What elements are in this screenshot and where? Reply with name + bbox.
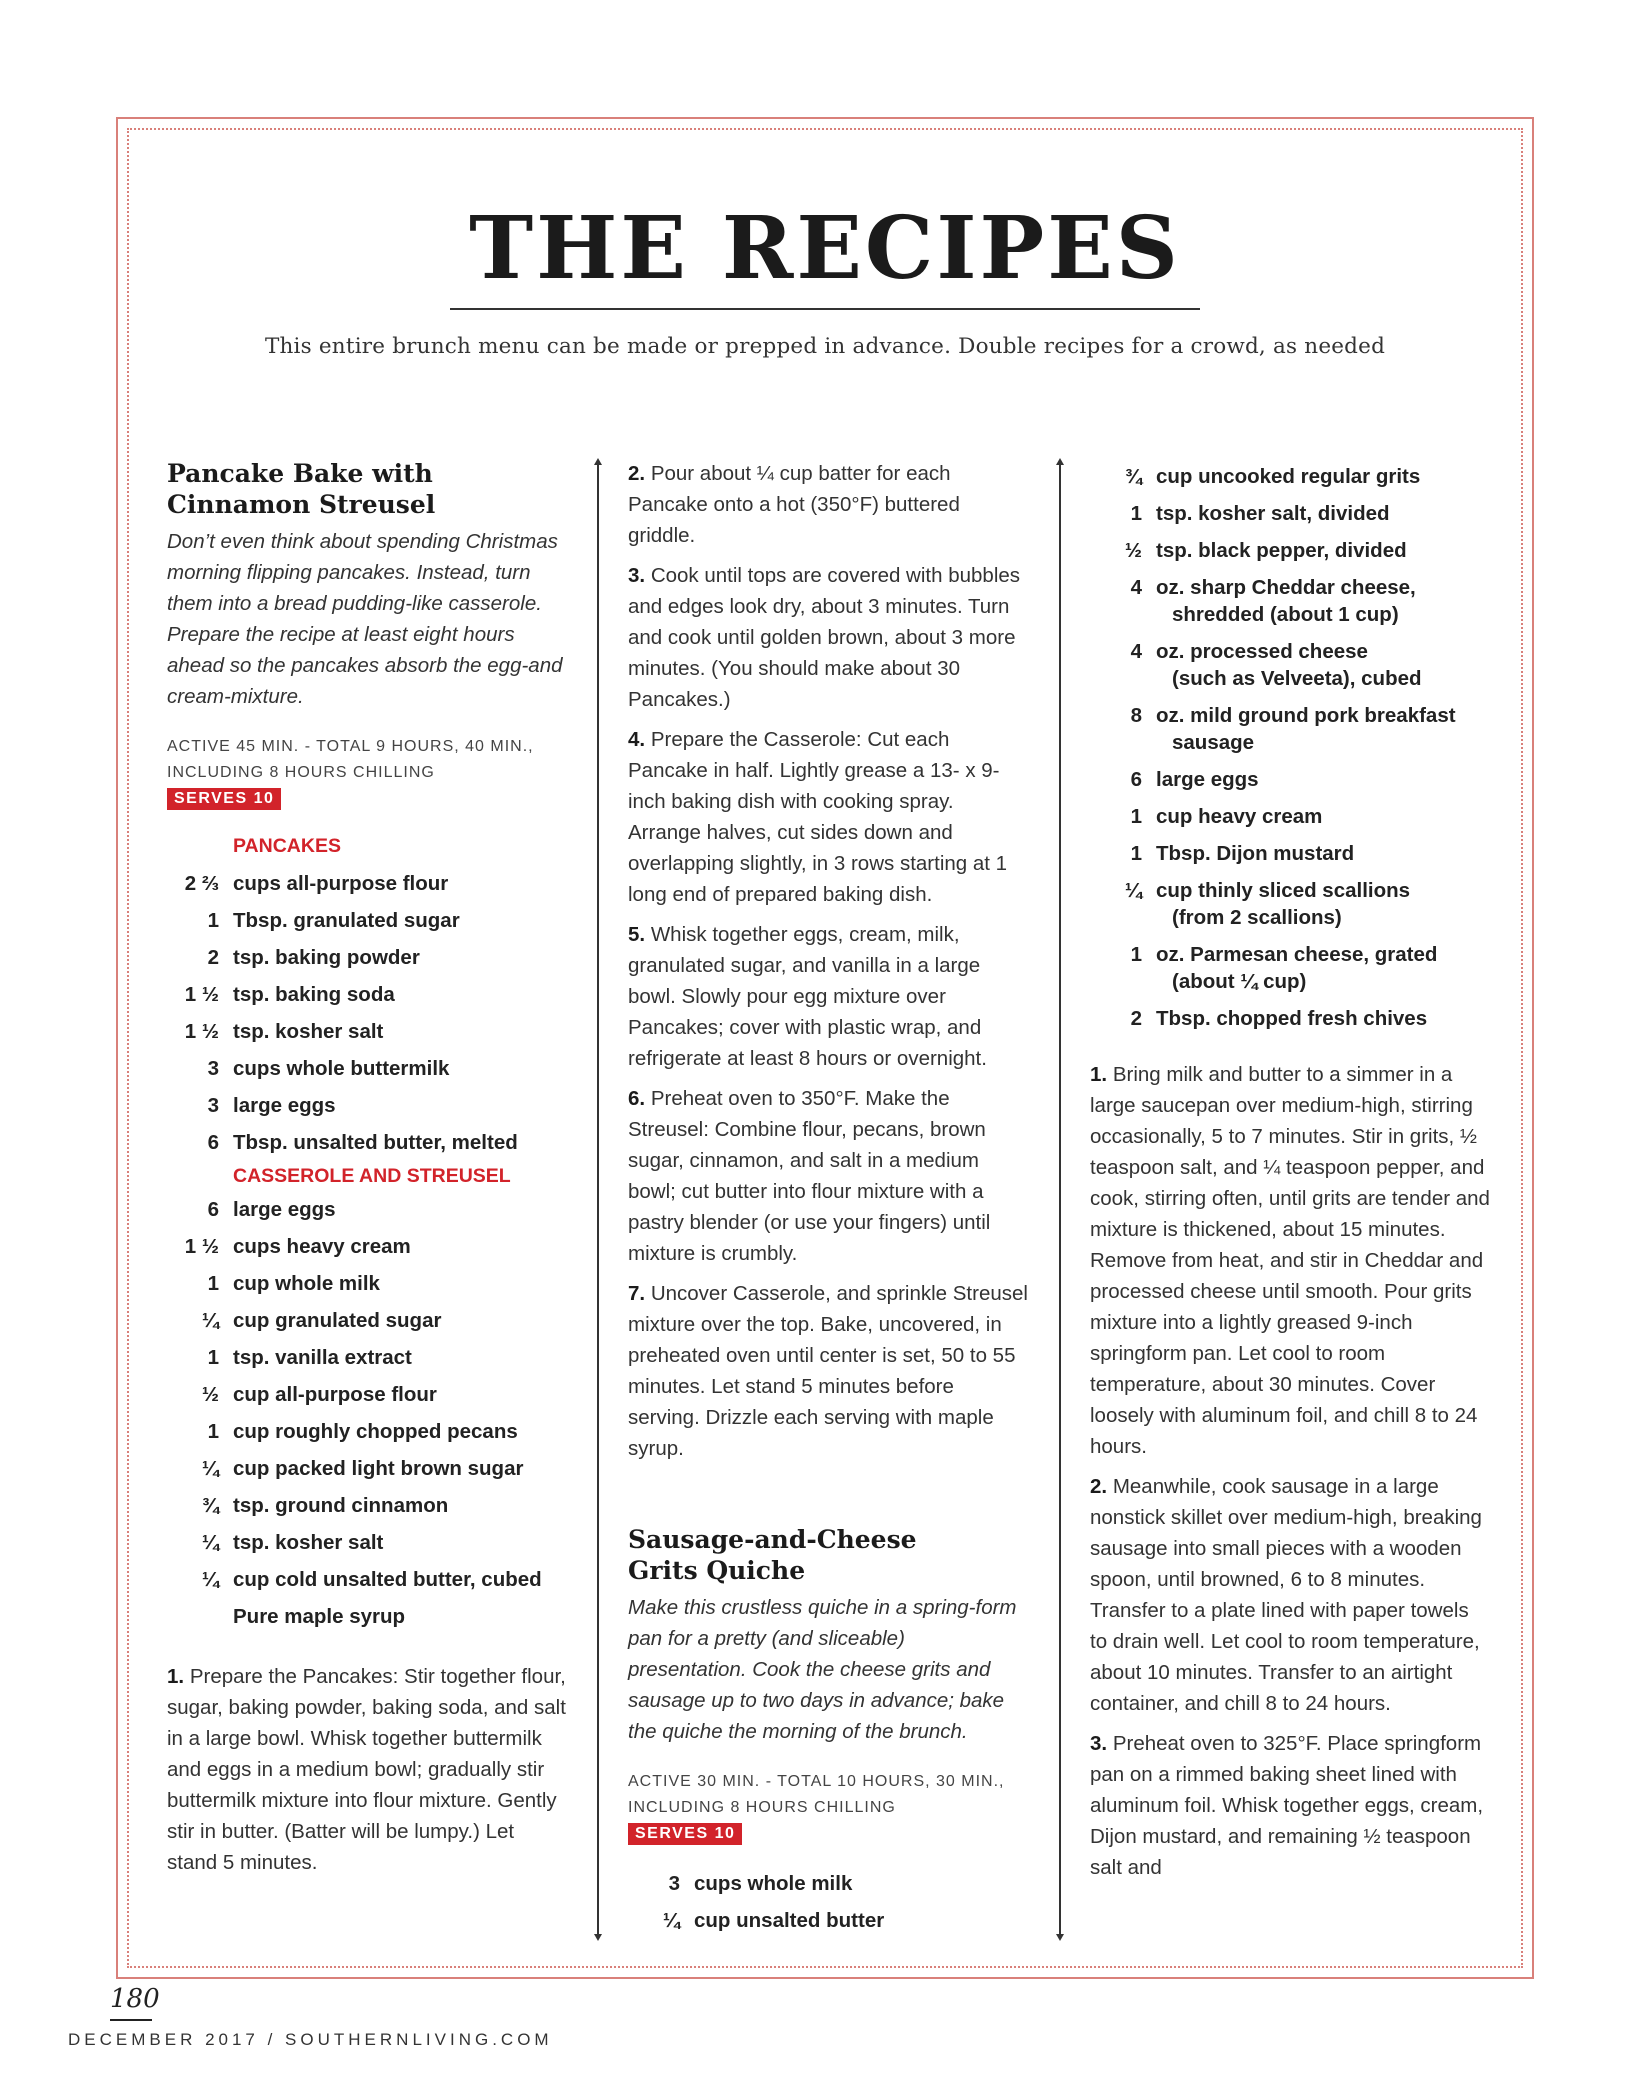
recipe-1-step-4 [628,724,1028,910]
recipe-2-step-3 [1090,1728,1490,1883]
ingredient-row [1090,633,1490,697]
ingredient-list-pancakes [167,865,567,1161]
ingredient-quantity: 1 [207,909,219,932]
ingredient-item [219,870,448,897]
ingredient-quantity: 2 [207,946,219,969]
ingredient-quantity: 1 ½ [184,983,219,1006]
recipe-2-title [628,1524,1028,1586]
recipe-1-step-5 [628,919,1028,1074]
ingredient-text: Tbsp. granulated sugar [233,909,460,932]
ingredient-text-continued: (such as Velveeta), cubed [1172,667,1422,690]
recipe-2-serves-badge: SERVES 10 [628,1823,742,1845]
step-text: Bring milk and butter to a simmer in a large saucepan over medium-high, stirring occasionally, 5 to 7 minutes. Stir in grits, ½ teaspoon salt, and ¼ teaspoon pepper, and cook, stirring often, until grits are tender and mixture is thickened, about 15 minutes. Remove from heat, and stir in Cheddar and processed cheese until smooth. Pour grits mixture into a lightly greased 9-inch springform pan. Let cool to room temperature, about 30 minutes. Cover loosely with aluminum foil, and chill 8 to 24 hours. [1090,1063,1490,1458]
recipe-1-step-7 [628,1278,1028,1464]
recipe-1-steps-col-1 [167,1661,567,1878]
ingredient-row [1090,569,1490,633]
ingredient-row [167,1524,567,1561]
ingredient-text: tsp. kosher salt [233,1531,384,1554]
step-number: 1. [1090,1063,1108,1086]
recipe-1-step-2 [628,458,1028,551]
ingredient-row [628,1902,1028,1939]
recipe-2-ingredients-part-2 [1090,458,1490,1037]
ingredient-item [1142,638,1422,692]
recipe-2-time-line-1: ACTIVE 30 MIN. - TOTAL 10 HOURS, 30 MIN., [628,1773,1005,1790]
ingredient-quantity: 3 [668,1872,680,1895]
recipe-1-title-line-2: Cinnamon Streusel [167,490,436,519]
recipe-1-time-line-1: ACTIVE 45 MIN. - TOTAL 9 HOURS, 40 MIN., [167,738,534,755]
footer-credit: DECEMBER 2017 / SOUTHERNLIVING.COM [68,2030,553,2049]
ingredient-row [167,1265,567,1302]
step-number: 7. [628,1282,646,1305]
ingredient-row [167,865,567,902]
ingredient-item [219,1307,441,1334]
ingredient-text: cup whole milk [233,1272,380,1295]
ingredient-text: large eggs [1156,768,1259,791]
section-heading-pancakes: PANCAKES [233,835,341,857]
ingredient-item [1142,941,1437,995]
recipe-2-steps [1090,1059,1490,1883]
ingredient-text: tsp. black pepper, divided [1156,539,1407,562]
ingredient-quantity: 1 [1130,943,1142,966]
ingredient-row [1090,872,1490,936]
step-number: 4. [628,728,646,751]
ingredient-row [167,1561,567,1598]
recipe-1-time-line-2: INCLUDING 8 HOURS CHILLING [167,764,435,781]
ingredient-row [167,1087,567,1124]
column-3 [1090,458,1490,1892]
ingredient-item [219,1129,518,1156]
ingredient-row [628,1865,1028,1902]
ingredient-text: Tbsp. chopped fresh chives [1156,1007,1428,1030]
ingredient-row [167,1124,567,1161]
step-number: 3. [1090,1732,1108,1755]
ingredient-text: cups whole buttermilk [233,1057,450,1080]
step-text: Meanwhile, cook sausage in a large nonstick skillet over medium-high, breaking sausage into small pieces with a wooden spoon, until browned, 6 to 8 minutes. Transfer to a plate lined with paper towels to drain well. Let cool to room temperature, about 10 minutes. Transfer to an airtight container, and chill 8 to 24 hours. [1090,1475,1482,1715]
ingredient-text: cup all-purpose flour [233,1383,437,1406]
ingredient-item [219,1055,449,1082]
ingredient-quantity: ¾ [201,1494,219,1517]
ingredient-text: tsp. kosher salt [233,1020,384,1043]
recipe-1-intro: Don’t even think about spending Christmas morning flipping pancakes. Instead, turn them into a bread pudding-like casserole. Prepare the recipe at least eight hours ahead so the pancakes absorb the egg-and cream-mixture. [167,530,563,708]
ingredient-quantity: 6 [1130,768,1142,791]
ingredient-quantity: 6 [207,1198,219,1221]
column-divider-1 [597,462,599,1937]
ingredient-text: tsp. vanilla extract [233,1346,412,1369]
page-number: 180 [110,1984,160,2014]
ingredient-row [167,1228,567,1265]
recipe-1-ingredients [167,828,567,1635]
recipe-2-header [628,1524,1028,1939]
step-text: Preheat oven to 350°F. Make the Streusel: Combine flour, pecans, brown sugar, cinnamon, and salt in a medium bowl; cut butter into flour mixture with a pastry blender (or use your fingers) until mixture is crumbly. [628,1087,991,1265]
ingredient-quantity: 1 ½ [184,1020,219,1043]
ingredient-quantity: 2 [1130,1007,1142,1030]
step-text: Pour about ¼ cup batter for each Pancake onto a hot (350°F) buttered griddle. [628,462,960,547]
step-number: 2. [628,462,646,485]
ingredient-item [1142,803,1322,830]
ingredient-row [1090,495,1490,532]
step-text: Prepare the Pancakes: Stir together flour, sugar, baking powder, baking soda, and salt in a large bowl. Whisk together buttermilk and eggs in a medium bowl; gradually stir buttermilk mixture into flour mixture. Gently stir in butter. (Batter will be lumpy.) Let stand 5 minutes. [167,1665,566,1874]
recipe-1-step-3 [628,560,1028,715]
ingredient-row [167,1598,567,1635]
ingredient-row [167,1450,567,1487]
ingredient-item [1142,500,1390,527]
recipe-2-intro: Make this crustless quiche in a spring-form pan for a pretty (and sliceable) presentation. Cook the cheese grits and sausage up to two days in advance; bake the quiche the morning of the brunch. [628,1596,1017,1743]
recipe-1-step-1 [167,1661,567,1878]
step-number: 3. [628,564,646,587]
recipe-2-step-2 [1090,1471,1490,1719]
ingredient-item [219,1018,383,1045]
ingredient-row [1090,798,1490,835]
ingredient-text: oz. sharp Cheddar cheese, [1156,576,1416,599]
page-title: THE RECIPES [469,198,1181,299]
recipe-2-title-line-1: Sausage-and-Cheese [628,1525,917,1554]
ingredient-quantity: 1 [1130,502,1142,525]
ingredient-row [167,939,567,976]
ingredient-text: cup thinly sliced scallions [1156,879,1411,902]
ingredient-text: cup uncooked regular grits [1156,465,1421,488]
recipe-2-ingredients-part-1 [628,1865,1028,1939]
ingredient-text: cup packed light brown sugar [233,1457,524,1480]
ingredient-item [219,944,420,971]
ingredient-quantity: ½ [1124,539,1142,562]
recipe-1-serves-badge: SERVES 10 [167,788,281,810]
ingredient-row [1090,697,1490,761]
ingredient-quantity: 4 [1130,576,1142,599]
ingredient-quantity: ¾ [1124,465,1142,488]
ingredient-quantity: ¼ [1124,879,1142,902]
ingredient-item [680,1907,884,1934]
ingredient-text: cups heavy cream [233,1235,411,1258]
ingredient-item [1142,702,1456,756]
ingredient-quantity: ½ [201,1383,219,1406]
recipe-1-title-line-1: Pancake Bake with [167,459,433,488]
ingredient-item [1142,463,1420,490]
recipe-1-step-6 [628,1083,1028,1269]
ingredient-row [1090,1000,1490,1037]
ingredient-row [167,902,567,939]
ingredient-text: cup roughly chopped pecans [233,1420,518,1443]
step-number: 1. [167,1665,185,1688]
page-number-rule [110,2019,152,2021]
page-subtitle: This entire brunch menu can be made or prepped in advance. Double recipes for a crowd, as needed [264,334,1386,359]
recipe-2-step-1 [1090,1059,1490,1462]
ingredient-item [219,1092,336,1119]
ingredient-item [1142,1005,1427,1032]
ingredient-item [219,981,395,1008]
column-1 [167,458,567,1887]
ingredient-item [1142,574,1416,628]
recipe-2-time [628,1769,1028,1821]
ingredient-text: tsp. kosher salt, divided [1156,502,1390,525]
step-number: 2. [1090,1475,1108,1498]
ingredient-row [167,1302,567,1339]
ingredient-text: cup cold unsalted butter, cubed [233,1568,542,1591]
ingredient-quantity: 8 [1130,704,1142,727]
ingredient-row [167,976,567,1013]
ingredient-quantity: ¼ [201,1309,219,1332]
ingredient-row [167,1339,567,1376]
section-heading-casserole: CASSEROLE AND STREUSEL [233,1165,511,1187]
ingredient-item [219,1233,411,1260]
recipe-2-title-line-2: Grits Quiche [628,1556,806,1585]
ingredient-quantity: 1 [207,1272,219,1295]
ingredient-text: oz. processed cheese [1156,640,1368,663]
ingredient-text: oz. mild ground pork breakfast [1156,704,1456,727]
ingredient-row [1090,761,1490,798]
ingredient-quantity: ¼ [662,1909,680,1932]
title-rule [450,308,1200,310]
ingredient-text-continued: sausage [1172,731,1255,754]
ingredient-item [219,1196,336,1223]
ingredient-text: cup unsalted butter [694,1909,885,1932]
step-text: Uncover Casserole, and sprinkle Streusel mixture over the top. Bake, uncovered, in preheated oven until center is set, 50 to 55 minutes. Let stand 5 minutes before serving. Drizzle each serving with maple syrup. [628,1282,1028,1460]
ingredient-row [167,1191,567,1228]
ingredient-item [1142,877,1410,931]
column-divider-2 [1059,462,1061,1937]
ingredient-text: large eggs [233,1094,336,1117]
ingredient-item [219,1270,380,1297]
ingredient-item [1142,840,1354,867]
ingredient-item [219,907,460,934]
ingredient-text: cups whole milk [694,1872,853,1895]
recipe-2-time-line-2: INCLUDING 8 HOURS CHILLING [628,1799,896,1816]
ingredient-row [167,1487,567,1524]
ingredient-quantity: ¼ [201,1457,219,1480]
step-text: Preheat oven to 325°F. Place springform pan on a rimmed baking sheet lined with aluminum foil. Whisk together eggs, cream, Dijon mustard, and remaining ½ teaspoon salt and [1090,1732,1484,1879]
step-number: 6. [628,1087,646,1110]
ingredient-text: large eggs [233,1198,336,1221]
ingredient-quantity: 3 [207,1094,219,1117]
ingredient-item [219,1381,437,1408]
ingredient-item [219,1529,383,1556]
ingredient-item [219,1492,448,1519]
ingredient-row [167,1013,567,1050]
ingredient-text: Tbsp. Dijon mustard [1156,842,1355,865]
ingredient-item [219,1455,523,1482]
ingredient-quantity: 1 [207,1346,219,1369]
ingredient-item [680,1870,852,1897]
ingredient-row [1090,532,1490,569]
ingredient-quantity: 2 ⅔ [184,872,219,895]
ingredient-row [1090,936,1490,1000]
ingredient-text: cup heavy cream [1156,805,1323,828]
step-text: Whisk together eggs, cream, milk, granulated sugar, and vanilla in a large bowl. Slowly pour egg mixture over Pancakes; cover with plastic wrap, and refrigerate at least 8 hours or overnight. [628,923,987,1070]
ingredient-quantity: 4 [1130,640,1142,663]
ingredient-quantity [167,1603,219,1630]
step-text: Prepare the Casserole: Cut each Pancake in half. Lightly grease a 13- x 9-inch baking dish with cooking spray. Arrange halves, cut sides down and overlapping slightly, in 3 rows starting at 1 long end of prepared baking dish. [628,728,1008,906]
ingredient-row [167,1376,567,1413]
ingredient-text-continued: shredded (about 1 cup) [1172,603,1399,626]
ingredient-item [219,1603,405,1630]
ingredient-text: Pure maple syrup [233,1605,406,1628]
recipe-1-time [167,734,567,786]
ingredient-row [1090,458,1490,495]
ingredient-item [219,1566,542,1593]
ingredient-quantity: 1 [207,1420,219,1443]
recipe-1-title [167,458,567,520]
ingredient-quantity: 1 [1130,805,1142,828]
ingredient-quantity: ¼ [201,1568,219,1591]
ingredient-item [1142,766,1259,793]
ingredient-text: tsp. baking powder [233,946,420,969]
ingredient-row [167,1413,567,1450]
ingredient-text: cups all-purpose flour [233,872,449,895]
ingredient-quantity: 3 [207,1057,219,1080]
ingredient-list-casserole [167,1191,567,1635]
column-2 [628,458,1028,1939]
ingredient-text: tsp. baking soda [233,983,395,1006]
ingredient-item [219,1418,518,1445]
ingredient-row [1090,835,1490,872]
ingredient-text-continued: (about ¼ cup) [1172,970,1307,993]
step-text: Cook until tops are covered with bubbles and edges look dry, about 3 minutes. Turn and cook until golden brown, about 3 more minutes. (You should make about 30 Pancakes.) [628,564,1021,711]
ingredient-quantity: 1 [1130,842,1142,865]
ingredient-text-continued: (from 2 scallions) [1172,906,1342,929]
ingredient-text: tsp. ground cinnamon [233,1494,449,1517]
ingredient-quantity: 6 [207,1131,219,1154]
ingredient-item [1142,537,1407,564]
ingredient-row [167,1050,567,1087]
ingredient-text: oz. Parmesan cheese, grated [1156,943,1438,966]
ingredient-quantity: ¼ [201,1531,219,1554]
ingredient-item [219,1344,412,1371]
ingredient-quantity: 1 ½ [184,1235,219,1258]
ingredient-text: cup granulated sugar [233,1309,442,1332]
step-number: 5. [628,923,646,946]
ingredient-text: Tbsp. unsalted butter, melted [233,1131,518,1154]
